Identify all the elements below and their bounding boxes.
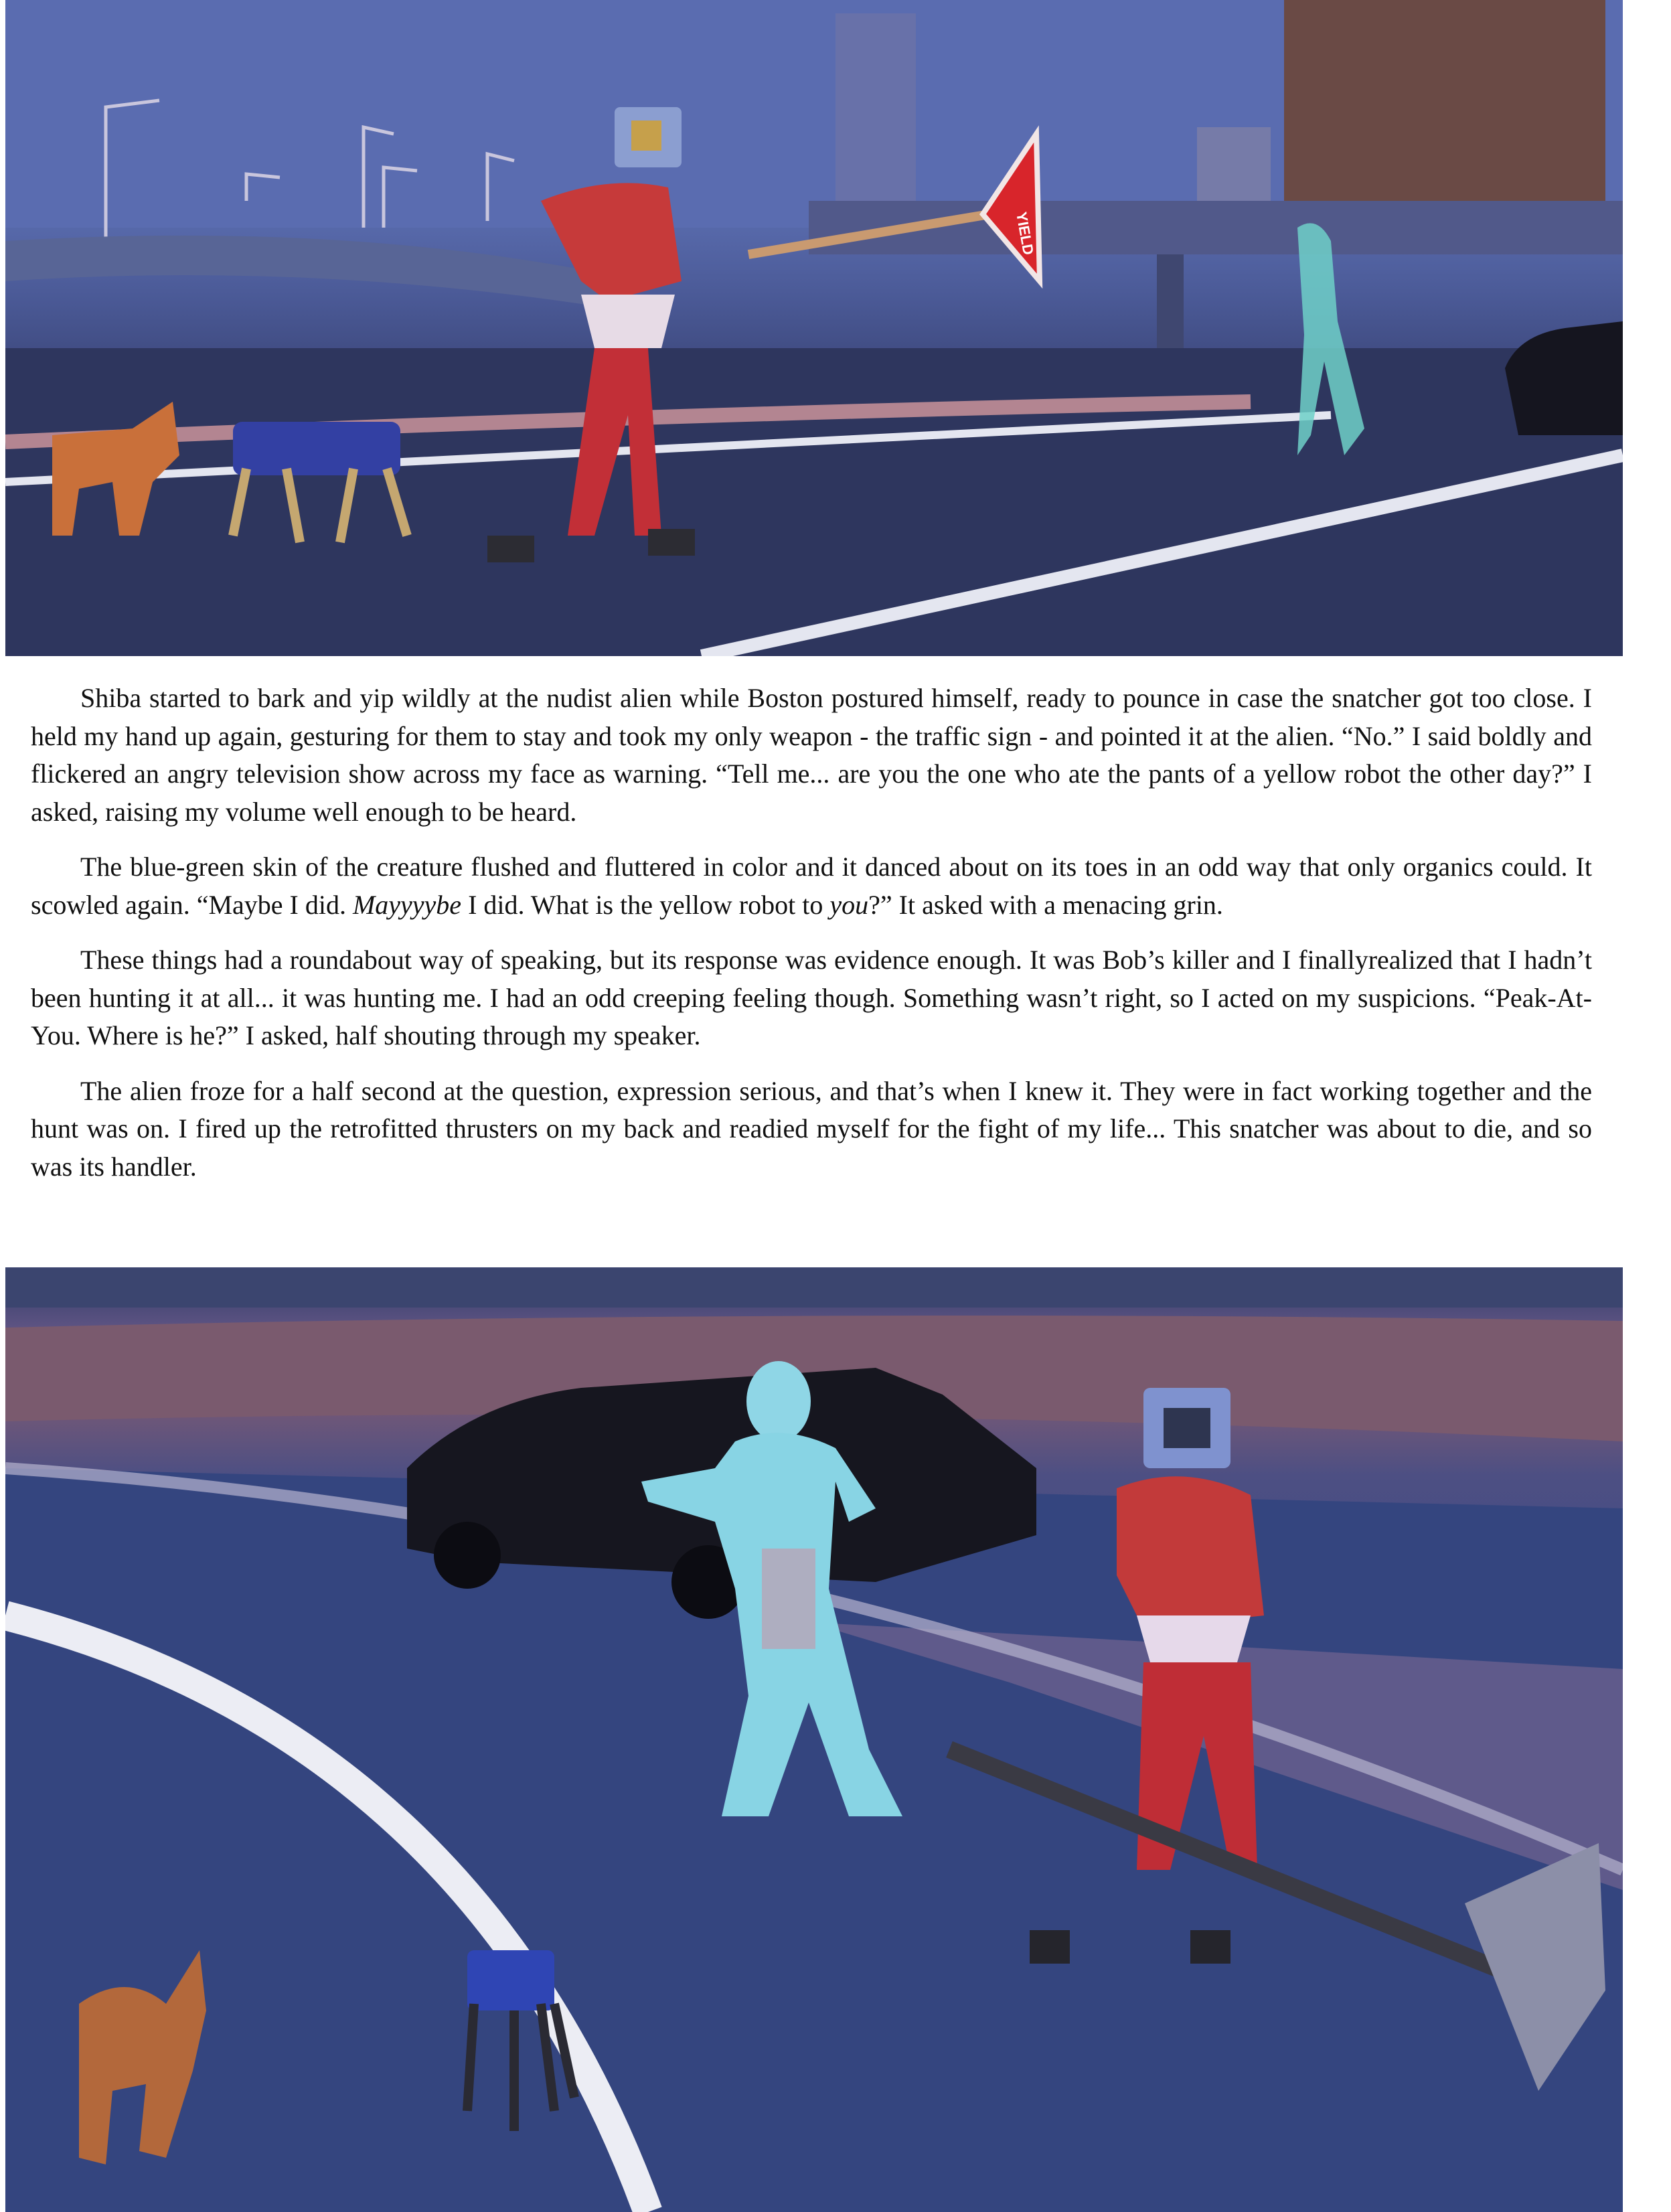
paragraph-2	[31, 848, 1592, 924]
paragraph-2-emphasis-1: Mayyyybe	[352, 889, 462, 920]
top-illustration	[5, 0, 1623, 656]
story-text	[31, 680, 1592, 1186]
paragraph-2-text-b: I did. What is the yellow robot to	[461, 889, 830, 920]
censor-blur	[762, 1549, 815, 1649]
paragraph-4: The alien froze for a half second at the question, expression serious, and that’s when I knew it. They were in fact working together and the hunt was on. I fired up the retrofitted thrusters on my back and readied myself for the fight of my life... This snatcher was about to die, and so was its handler.	[31, 1075, 1592, 1182]
bottom-illustration	[5, 1267, 1623, 2212]
paragraph-2-text-c: ?” It asked with a menacing grin.	[868, 889, 1223, 920]
bottom-scene	[5, 1267, 1623, 2212]
distant-tower	[836, 13, 916, 228]
top-scene	[5, 0, 1623, 656]
ruined-building	[1284, 0, 1605, 201]
wrecked-car-top	[1505, 321, 1623, 435]
paragraph-3: These things had a roundabout way of speaking, but its response was evidence enough. It was Bob’s killer and I finallyrealized that I hadn’t been hunting it at all... it was hunting me. I had an odd creeping feeling though. Something wasn’t right, so I acted on my suspicions. “Peak-At-You. Where is he?” I asked, half shouting through my speaker.	[31, 945, 1592, 1050]
paragraph-2-text-a: The blue-green skin of the creature flushed and fluttered in color and it danced about on its toes in an odd way that only organics could. It scowled again. “Maybe I did.	[31, 852, 1592, 920]
paragraph-2-emphasis-2: you	[829, 889, 869, 920]
overpass-ramp	[5, 236, 608, 308]
paragraph-1: Shiba started to bark and yip wildly at the nudist alien while Boston postured himself, ready to pounce in case the snatcher got too close. I held my hand up again, gesturing for them to stay and took my only weapon - the traffic sign - and pointed it at the alien. “No.” I said boldly and flickered an angry television show across my face as warning. “Tell me... are you the one who ate the pants of a yellow robot the other day?” I asked, raising my volume well enough to be heard.	[31, 683, 1592, 827]
yield-sign-label: YIELD	[1013, 210, 1037, 256]
